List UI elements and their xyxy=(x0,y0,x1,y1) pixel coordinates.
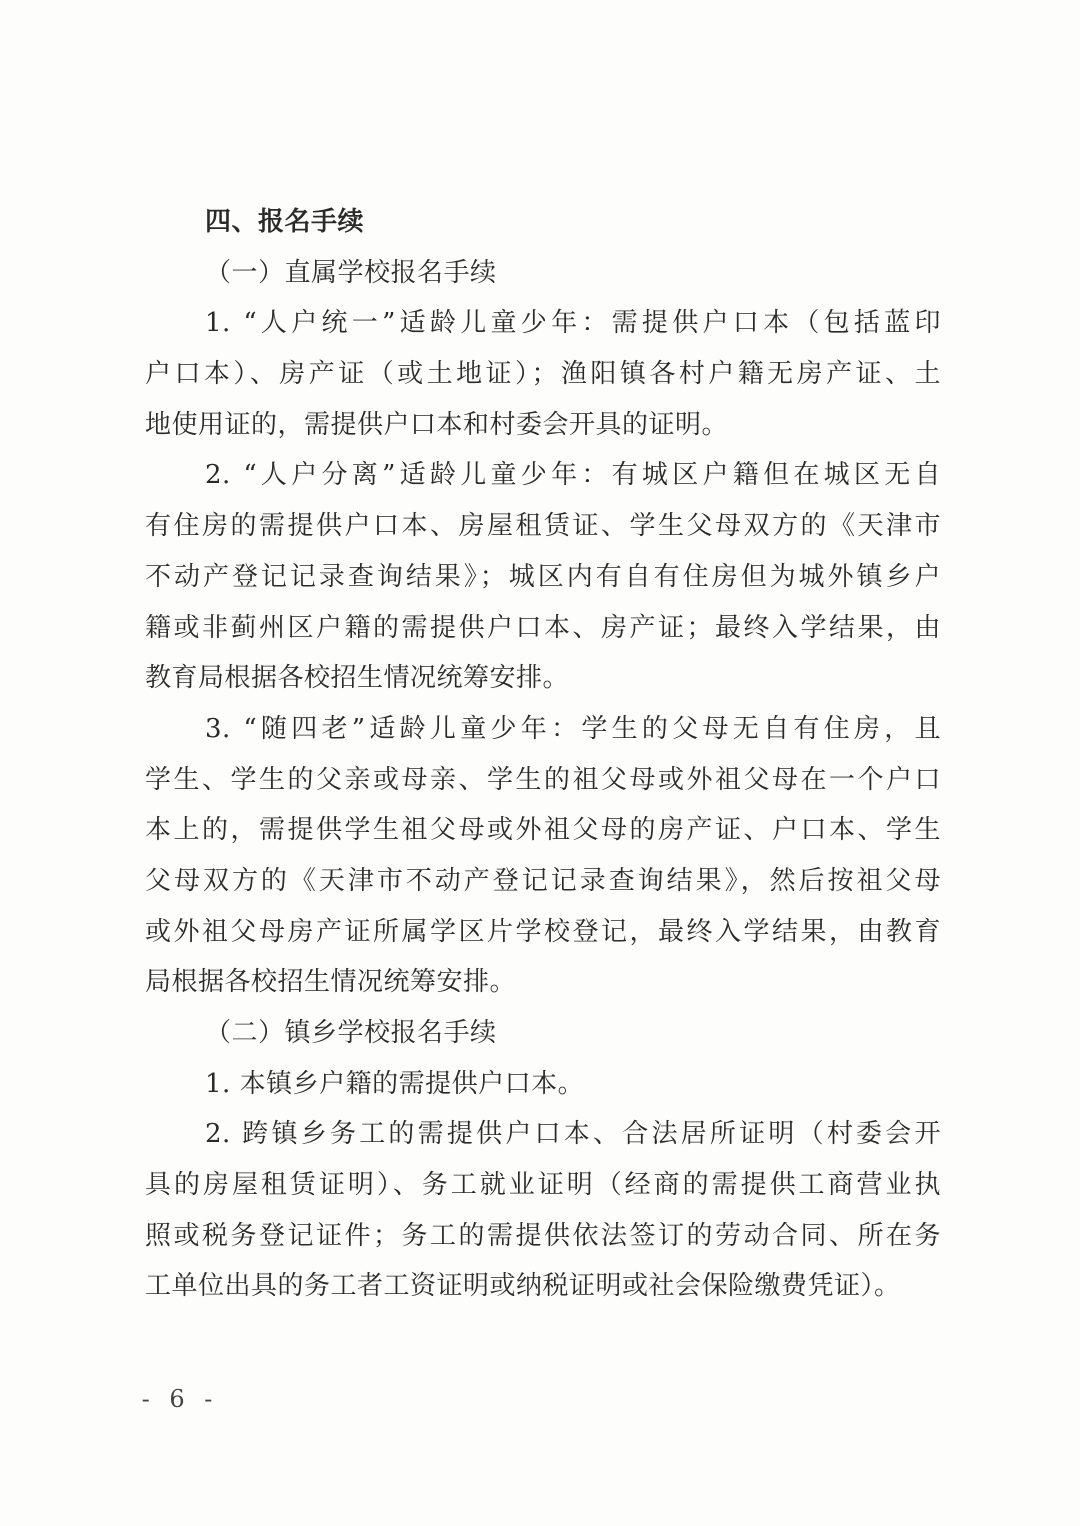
paragraph xyxy=(145,450,941,703)
text-line: 局根据各校招生情况统筹安排。 xyxy=(145,967,517,998)
text-line: 2. 跨镇乡务工的需提供户口本、合法居所证明（村委会开 xyxy=(205,1119,941,1150)
text-line: 照或税务登记证件；务工的需提供依法签订的劳动合同、所在务 xyxy=(145,1220,941,1251)
section-heading xyxy=(145,197,941,248)
text-line: 有住房的需提供户口本、房屋租赁证、学生父母双方的《天津市 xyxy=(145,511,941,542)
subsection-heading xyxy=(145,1008,941,1059)
text-line: 或外祖父母房产证所属学区片学校登记，最终入学结果，由教育 xyxy=(145,916,941,947)
text-line: （二）镇乡学校报名手续 xyxy=(205,1018,497,1048)
paragraph xyxy=(145,1109,941,1312)
paragraph xyxy=(145,298,941,450)
text-line: 1. 本镇乡户籍的需提供户口本。 xyxy=(205,1068,585,1099)
text-line: 3. “随四老”适龄儿童少年：学生的父母无自有住房，且 xyxy=(205,713,941,744)
page-number: - 6 - xyxy=(141,1385,219,1413)
text-line: 1. “人户统一”适龄儿童少年：需提供户口本（包括蓝印 xyxy=(205,308,941,339)
text-line: 本上的，需提供学生祖父母或外祖父母的房产证、户口本、学生 xyxy=(145,815,941,846)
text-line: 工单位出具的务工者工资证明或纳税证明或社会保险缴费凭证）。 xyxy=(145,1271,901,1302)
subsection-heading xyxy=(145,248,941,299)
text-line: 地使用证的，需提供户口本和村委会开具的证明。 xyxy=(145,409,729,440)
text-line: 不动产登记记录查询结果》；城区内有自有住房但为城外镇乡户 xyxy=(145,561,941,592)
text-line: （一）直属学校报名手续 xyxy=(205,257,497,288)
text-line: 教育局根据各校招生情况统筹安排。 xyxy=(145,663,570,694)
text-line: 具的房屋租赁证明）、务工就业证明（经商的需提供工商营业执 xyxy=(145,1170,941,1201)
document-body xyxy=(145,197,941,1312)
paragraph xyxy=(145,1059,941,1110)
text-line: 2. “人户分离”适龄儿童少年：有城区户籍但在城区无自 xyxy=(205,460,941,491)
text-line: 学生、学生的父亲或母亲、学生的祖父母或外祖父母在一个户口 xyxy=(145,764,941,795)
text-line: 籍或非蓟州区户籍的需提供户口本、房产证；最终入学结果，由 xyxy=(145,612,941,643)
text-line: 父母双方的《天津市不动产登记记录查询结果》，然后按祖父母 xyxy=(145,865,941,896)
text-line: 户口本）、房产证（或土地证）；渔阳镇各村户籍无房产证、土 xyxy=(145,359,941,390)
paragraph xyxy=(145,704,941,1008)
text-line: 四、报名手续 xyxy=(205,207,365,237)
